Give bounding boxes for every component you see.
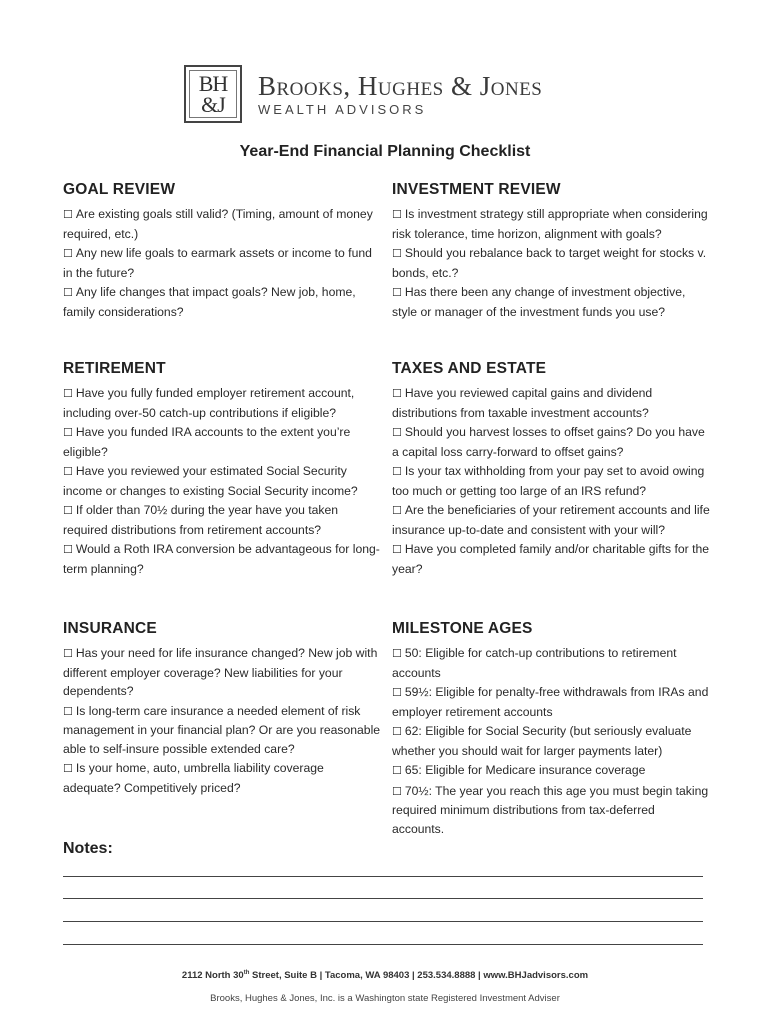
checklist-item [392, 244, 710, 282]
checklist-item [63, 384, 383, 422]
firm-subtitle: WEALTH ADVISORS [258, 101, 427, 117]
section-milestone-ages [392, 620, 710, 839]
logo-monogram [184, 65, 242, 123]
notes-line[interactable] [63, 921, 703, 922]
checklist-item-text: 65: Eligible for Medicare insurance coverage [404, 763, 646, 777]
checkbox-icon[interactable]: ☐ [63, 504, 73, 517]
checkbox-icon[interactable]: ☐ [392, 764, 402, 777]
notes-label: Notes: [63, 840, 113, 857]
checklist-item [392, 782, 710, 839]
section-taxes-estate [392, 360, 710, 579]
checklist-item-text: If older than 70½ during the year have you taken required distributions from retirement accounts? [63, 503, 339, 537]
checklist-item [392, 283, 710, 321]
checkbox-icon[interactable]: ☐ [392, 543, 402, 556]
checklist-item [63, 462, 383, 500]
checkbox-icon[interactable]: ☐ [392, 208, 402, 221]
checklist-item-text: Have you fully funded employer retirement account, including over-50 catch-up contributions if eligible? [63, 386, 355, 420]
section-retirement [63, 360, 383, 579]
section-goal-review [63, 181, 383, 322]
checkbox-icon[interactable]: ☐ [392, 247, 402, 260]
checklist-item-text: Is investment strategy still appropriate when considering risk tolerance, time horizon, alignment with goals? [392, 207, 708, 241]
monogram-top: BH [198, 71, 228, 96]
firm-text [258, 72, 542, 117]
section-heading: GOAL REVIEW [63, 181, 176, 198]
checklist-item [63, 244, 383, 282]
notes-line[interactable] [63, 876, 703, 877]
checkbox-icon[interactable]: ☐ [392, 387, 402, 400]
checklist-item [392, 462, 710, 500]
checklist-item-text: Should you harvest losses to offset gains? Do you have a capital loss carry-forward to offset gains? [392, 425, 705, 459]
checkbox-icon[interactable]: ☐ [63, 208, 73, 221]
checklist-item-text: Is your tax withholding from your pay set to avoid owing too much or getting too large of an IRS refund? [392, 464, 705, 498]
checklist-item-text: Any new life goals to earmark assets or income to fund in the future? [63, 246, 372, 280]
checklist-item [392, 683, 710, 721]
checklist-item-text: 70½: The year you reach this age you must begin taking required minimum distributions from tax-deferred accounts. [392, 783, 709, 836]
checkbox-icon[interactable]: ☐ [392, 465, 402, 478]
notes-line[interactable] [63, 898, 703, 899]
checklist-item-text: Any life changes that impact goals? New job, home, family considerations? [63, 285, 356, 319]
checklist-item-text: Have you reviewed your estimated Social Security income or changes to existing Social Security income? [63, 464, 358, 498]
firm-name: Brooks, Hughes & Jones [258, 70, 543, 101]
checkbox-icon[interactable]: ☐ [63, 543, 73, 556]
checklist-item [63, 759, 383, 797]
checklist-item-text: Has there been any change of investment objective, style or manager of the investment funds you use? [392, 285, 686, 319]
footer-disclaimer: Brooks, Hughes & Jones, Inc. is a Washington state Registered Investment Adviser [210, 993, 560, 1004]
checkbox-icon[interactable]: ☐ [63, 247, 73, 260]
checklist-item-text: Is your home, auto, umbrella liability coverage adequate? Competitively priced? [63, 761, 324, 795]
checklist-item [63, 702, 383, 759]
checkbox-icon[interactable]: ☐ [392, 686, 402, 699]
checklist-item [63, 501, 383, 539]
checkbox-icon[interactable]: ☐ [392, 647, 402, 660]
checklist-item-text: 50: Eligible for catch-up contributions to retirement accounts [392, 646, 677, 680]
checklist-item [392, 722, 710, 760]
checkbox-icon[interactable]: ☐ [63, 704, 73, 718]
checklist-item [392, 501, 710, 539]
section-insurance [63, 620, 383, 798]
checkbox-icon[interactable]: ☐ [392, 725, 402, 738]
checklist-item [63, 540, 383, 578]
checklist-item-text: 59½: Eligible for penalty-free withdrawals from IRAs and employer retirement accounts [392, 685, 709, 719]
checkbox-icon[interactable]: ☐ [63, 286, 73, 299]
notes-line[interactable] [63, 944, 703, 945]
checklist-item-text: Have you reviewed capital gains and dividend distributions from taxable investment accounts? [392, 386, 653, 420]
checkbox-icon[interactable]: ☐ [392, 286, 402, 299]
checkbox-icon[interactable]: ☐ [392, 784, 402, 798]
checklist-item [63, 423, 383, 461]
checklist-item [63, 283, 383, 321]
section-heading: MILESTONE AGES [392, 620, 533, 637]
checklist-item [63, 644, 383, 701]
checklist-item-text: Would a Roth IRA conversion be advantageous for long-term planning? [63, 542, 380, 576]
checkbox-icon[interactable]: ☐ [63, 647, 73, 660]
checklist-item [392, 540, 710, 578]
checklist-item [392, 644, 710, 682]
checkbox-icon[interactable]: ☐ [63, 762, 73, 775]
document-title: Year-End Financial Planning Checklist [239, 143, 531, 160]
section-heading: INVESTMENT REVIEW [392, 181, 561, 198]
footer-address-sup: th [243, 970, 250, 976]
footer-address-prefix: 2112 North 30 [181, 970, 244, 982]
checkbox-icon[interactable]: ☐ [63, 465, 73, 478]
checklist-item-text: Have you completed family and/or charitable gifts for the year? [392, 542, 710, 576]
checklist-item-text: 62: Eligible for Social Security (but seriously evaluate whether you should wait for larger payments later) [392, 724, 692, 758]
checkbox-icon[interactable]: ☐ [392, 504, 402, 517]
checklist-item [392, 384, 710, 422]
checkbox-icon[interactable]: ☐ [392, 426, 402, 439]
checklist-item [392, 205, 710, 243]
section-investment-review [392, 181, 710, 322]
firm-logo [184, 63, 542, 125]
checkbox-icon[interactable]: ☐ [63, 387, 73, 400]
checklist-item-text: Have you funded IRA accounts to the extent you’re eligible? [63, 425, 351, 459]
checklist-item [392, 761, 710, 781]
checklist-item [63, 205, 383, 243]
checklist-item-text: Should you rebalance back to target weight for stocks v. bonds, etc.? [392, 246, 707, 280]
section-heading: INSURANCE [63, 620, 157, 637]
footer-address [0, 970, 770, 981]
section-heading: TAXES AND ESTATE [392, 360, 547, 377]
checklist-item [392, 423, 710, 461]
checklist-item-text: Are existing goals still valid? (Timing, amount of money required, etc.) [63, 207, 373, 241]
section-heading: RETIREMENT [63, 360, 166, 377]
monogram-bottom: &J [201, 92, 225, 117]
checklist-item-text: Is long-term care insurance a needed element of risk management in your financial plan? Or are you reasonable able to self-insure possible extended care? [63, 703, 381, 756]
checklist-item-text: Are the beneficiaries of your retirement accounts and life insurance up-to-date and consistent with your will? [392, 503, 710, 537]
checklist-item-text: Has your need for life insurance changed? New job with different employer coverage? New liabilities for your dependents? [63, 646, 378, 698]
checkbox-icon[interactable]: ☐ [63, 426, 73, 439]
footer-address-rest: Street, Suite B | Tacoma, WA 98403 | 253.534.8888 | www.BHJadvisors.com [249, 970, 589, 982]
